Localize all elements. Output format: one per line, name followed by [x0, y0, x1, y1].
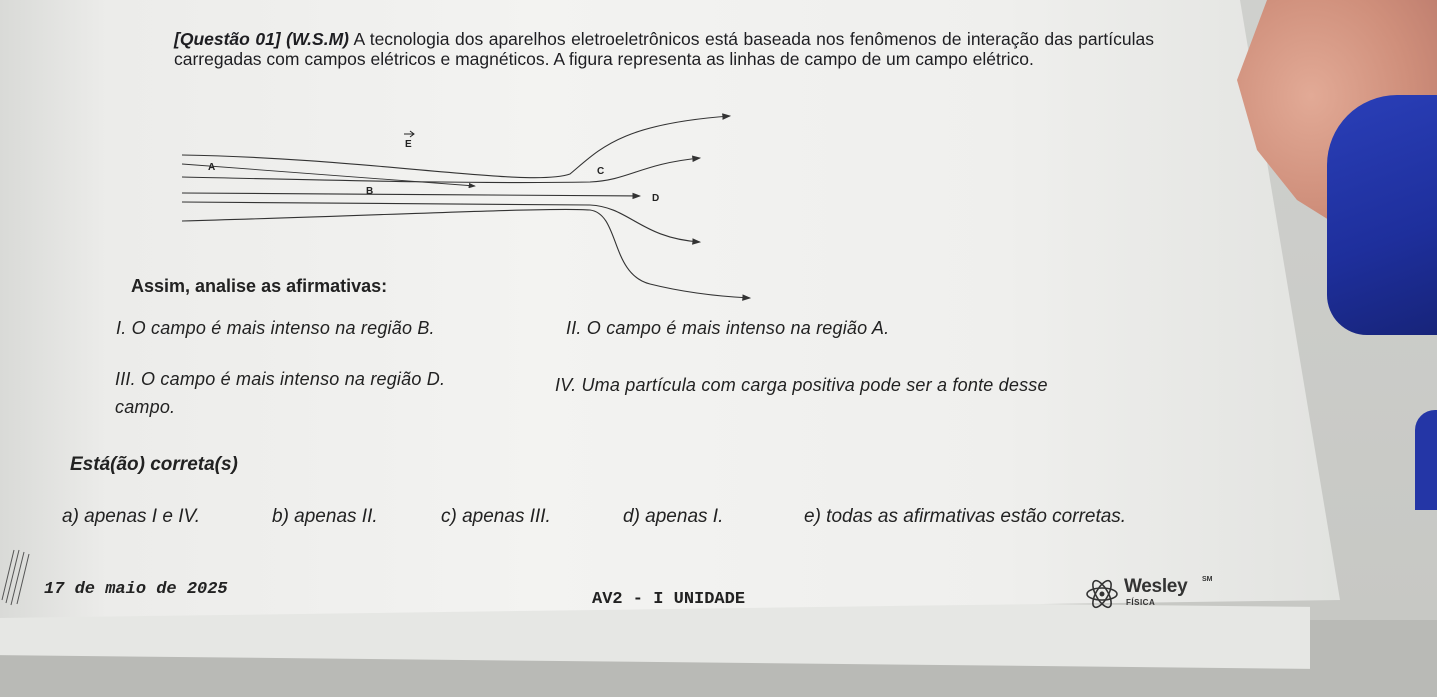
blue-sleeve-photo-element: [1327, 95, 1437, 335]
field-line-6-head: [182, 164, 475, 186]
question-tag: [Questão 01] (W.S.M): [174, 29, 349, 49]
blue-sleeve-edge: [1415, 410, 1437, 510]
option-b: b) apenas II.: [272, 506, 378, 527]
affirmative-iv-continuation: campo.: [115, 397, 176, 417]
field-vector-symbol: [404, 131, 414, 150]
wesley-fisica-logo: [1082, 574, 1232, 614]
question-statement: [174, 30, 1154, 69]
affirmative-iv: IV. Uma partícula com carga positiva pode ser a fonte desse: [555, 375, 1048, 395]
region-label-c: C: [597, 166, 605, 177]
region-label-a: A: [208, 162, 216, 173]
field-symbol-label: E: [405, 139, 412, 150]
affirmative-ii: II. O campo é mais intenso na região A.: [566, 318, 890, 338]
instruction-text: Assim, analise as afirmativas:: [131, 276, 388, 296]
logo-subtitle: FÍSICA: [1126, 598, 1156, 607]
region-label-b: B: [366, 186, 374, 197]
footer-date: 17 de maio de 2025: [44, 580, 228, 599]
region-label-d: D: [652, 193, 660, 204]
logo-name: Wesley: [1124, 576, 1188, 597]
logo-service-mark: SM: [1202, 576, 1213, 583]
option-d: d) apenas I.: [623, 506, 724, 527]
field-line-4: [182, 202, 700, 242]
option-e: e) todas as afirmativas estão corretas.: [804, 506, 1127, 527]
atom-icon: [1082, 574, 1122, 614]
answer-prompt: Está(ão) correta(s): [70, 454, 238, 475]
question-body: A tecnologia dos aparelhos eletroeletrônicos está baseada nos fenômenos de interação das partículas carregadas com campos elétricos e magnéticos. A figura representa as linhas de campo de um campo elétrico.: [174, 29, 1154, 69]
affirmative-iii: III. O campo é mais intenso na região D.: [115, 369, 446, 389]
option-c: c) apenas III.: [441, 506, 551, 527]
field-line-3: [182, 193, 640, 196]
option-a: a) apenas I e IV.: [62, 506, 201, 527]
pen-scribble-marks: [0, 548, 40, 608]
affirmative-i: I. O campo é mais intenso na região B.: [116, 318, 435, 338]
footer-exam-title: AV2 - I UNIDADE: [592, 590, 746, 609]
